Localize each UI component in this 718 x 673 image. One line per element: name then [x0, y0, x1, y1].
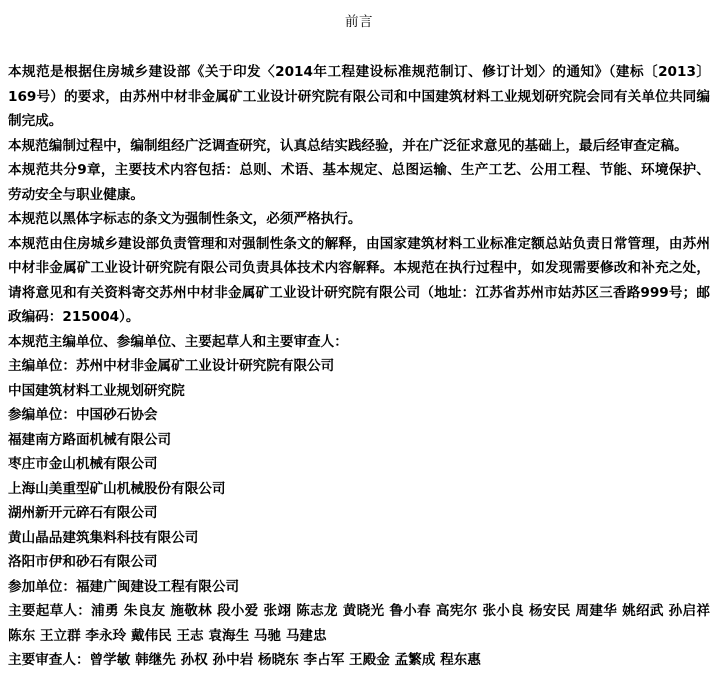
paragraph: 本规范共分9章，主要技术内容包括：总则、术语、基本规定、总图运输、生产工艺、公用工程、节能、环境保护、劳动安全与职业健康。: [8, 162, 710, 203]
paragraph: 上海山美重型矿山机械股份有限公司: [8, 480, 226, 497]
paragraph: 中国建筑材料工业规划研究院: [8, 382, 185, 399]
document-body: [0, 60, 718, 673]
paragraph: 本规范主编单位、参编单位、主要起草人和主要审查人：: [8, 333, 348, 350]
paragraph: 枣庄市金山机械有限公司: [8, 456, 158, 472]
paragraph: 湖州新开元碎石有限公司: [8, 505, 158, 521]
paragraph: 本规范以黑体字标志的条文为强制性条文，必须严格执行。: [8, 211, 362, 227]
paragraph: 主要审查人：曾学敏 韩继先 孙权 孙中岩 杨晓东 李占军 王殿金 孟繁成 程东惠: [8, 652, 481, 668]
paragraph: 黄山晶品建筑集料科技有限公司: [8, 529, 199, 546]
paragraph: 本规范编制过程中，编制组经广泛调查研究，认真总结实践经验，并在广泛征求意见的基础上，最后经审查定稿。: [8, 137, 688, 154]
paragraph: 福建南方路面机械有限公司: [8, 431, 172, 448]
paragraph: 洛阳市伊和砂石有限公司: [8, 554, 158, 570]
paragraph: 参编单位：中国砂石协会: [8, 407, 158, 423]
page-title: 前言: [345, 14, 373, 30]
paragraph: 本规范是根据住房城乡建设部《关于印发〈2014年工程建设标准规范制订、修订计划〉的通知》（建标〔2013〕169号）的要求，由苏州中材非金属矿工业设计研究院有限公司和中国建筑材料工业规划研究院会同有关单位共同编制完成。: [8, 64, 710, 129]
paragraph: 主要起草人：浦勇 朱良友 施敬林 段小爱 张翊 陈志龙 黄晓光 鲁小春 高宪尔 张小良 杨安民 周建华 姚绍武 孙启祥 陈东 王立群 李永玲 戴伟民 王志 袁海生 马驰 马建忠: [8, 603, 710, 644]
paragraph: 主编单位：苏州中材非金属矿工业设计研究院有限公司: [8, 358, 335, 374]
paragraph: 参加单位：福建广闽建设工程有限公司: [8, 578, 240, 595]
paragraph: 本规范由住房城乡建设部负责管理和对强制性条文的解释，由国家建筑材料工业标准定额总站负责日常管理，由苏州中材非金属矿工业设计研究院有限公司负责具体技术内容解释。本规范在执行过程中，如发现需要修改和补充之处，请将意见和有关资料寄交苏州中材非金属矿工业设计研究院有限公司（地址：江苏省苏州市姑苏区三香路999号；邮政编码：215004）。: [8, 235, 710, 325]
